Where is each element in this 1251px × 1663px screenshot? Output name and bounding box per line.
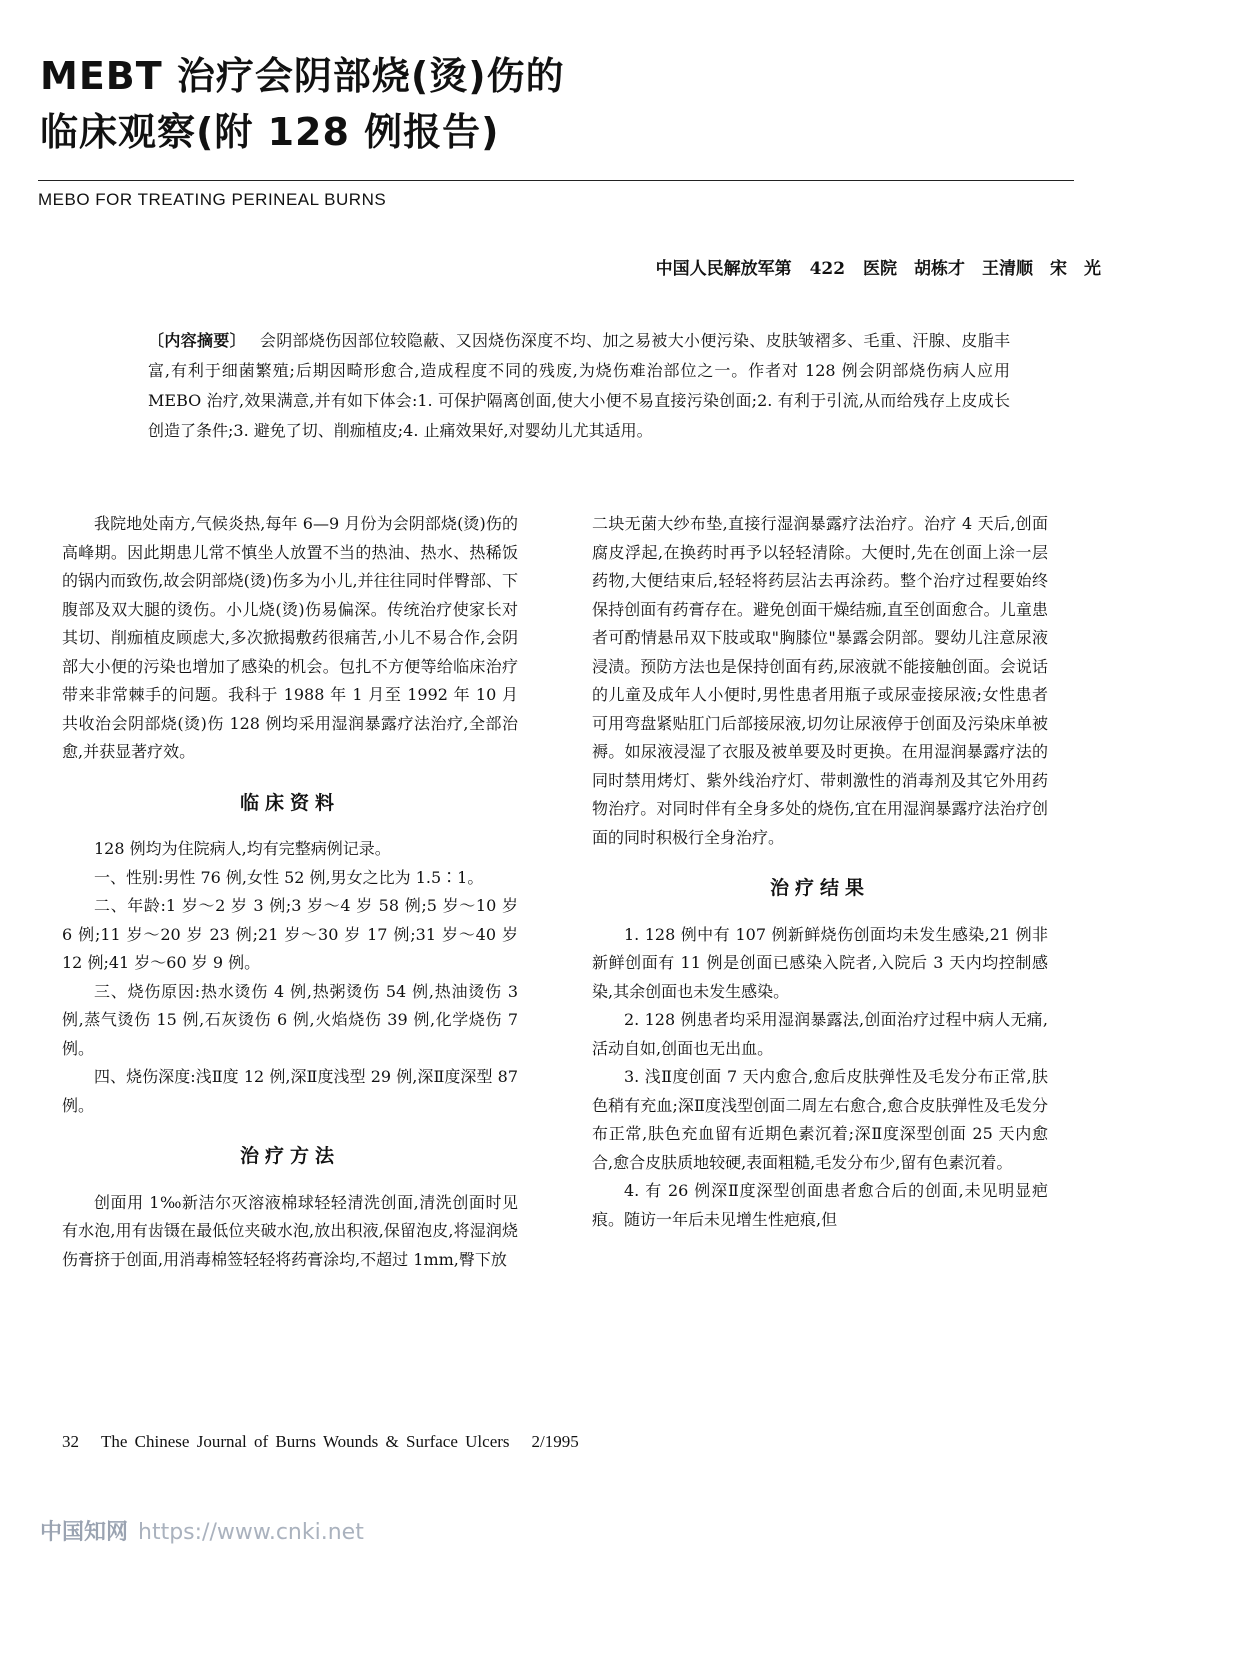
result-paragraph: 4. 有 26 例深Ⅱ度深型创面患者愈合后的创面,未见明显疤痕。随访一年后未见增生性疤痕,但: [592, 1181, 1048, 1229]
author-affiliation: 中国人民解放军第 422 医院 胡栋才 王清顺 宋 光: [655, 259, 1101, 279]
page-footer: [62, 1432, 579, 1452]
journal-issue: 2/1995: [531, 1432, 579, 1451]
title-line-2: 临床观察(附 128 例报告): [40, 110, 500, 154]
result-paragraph: 1. 128 例中有 107 例新鲜烧伤创面均未发生感染,21 例非新鲜创面有 11 例是创面已感染入院者,入院后 3 天内均控制感染,其余创面也未发生感染。: [592, 924, 1048, 1001]
section-heading-clinical: 临床资料: [239, 791, 340, 814]
page-number: 32: [62, 1432, 79, 1451]
result-paragraph: 2. 128 例患者均采用湿润暴露法,创面治疗过程中病人无痛,活动自如,创面也无出血。: [592, 1010, 1048, 1058]
abstract-text: 会阴部烧伤因部位较隐蔽、又因烧伤深度不均、加之易被大小便污染、皮肤皱褶多、毛重、汗腺、皮脂丰富,有利于细菌繁殖;后期因畸形愈合,造成程度不同的残废,为烧伤难治部位之一。作者对 128 例会阴部烧伤病人应用 MEBO 治疗,效果满意,并有如下体会:1. 可保护隔离创面,使大小便不易直接污染创面;2. 有利于引流,从而给残存上皮成长创造了条件;3. 避免了切、削痂植皮;4. 止痛效果好,对婴幼儿尤其适用。: [148, 331, 1010, 440]
result-paragraph: 3. 浅Ⅱ度创面 7 天内愈合,愈后皮肤弹性及毛发分布正常,肤色稍有充血;深Ⅱ度浅型创面二周左右愈合,愈合皮肤弹性及毛发分布正常,肤色充血留有近期色素沉着;深Ⅱ度深型创面 25 天内愈合,愈合皮肤质地较硬,表面粗糙,毛发分布少,留有色素沉着。: [592, 1067, 1048, 1172]
right-column: [592, 510, 1048, 1234]
clinical-paragraph: 一、性别:男性 76 例,女性 52 例,男女之比为 1.5∶1。: [94, 867, 484, 887]
intro-paragraph: 我院地处南方,气候炎热,每年 6—9 月份为会阴部烧(烫)伤的高峰期。因此期患儿常不慎坐人放置不当的热油、热水、热稀饭的锅内而致伤,故会阴部烧(烫)伤多为小儿,并往往同时伴臀部、下腹部及双大腿的烫伤。小儿烧(烫)伤易偏深。传统治疗使家长对其切、削痂植皮顾虑大,多次掀揭敷药很痛苦,小儿不易合作,会阴部大小便的污染也增加了感染的机会。包扎不方便等给临床治疗带来非常棘手的问题。我科于 1988 年 1 月至 1992 年 10 月共收治会阴部烧(烫)伤 128 例均采用湿润暴露疗法治疗,全部治愈,并获显著疗效。: [62, 514, 518, 761]
article-title: [40, 48, 800, 160]
journal-name: The Chinese Journal of Burns Wounds & Surface Ulcers: [101, 1432, 510, 1451]
left-column: [62, 510, 518, 1274]
section-heading-method: 治疗方法: [239, 1145, 340, 1167]
method-continued-paragraph: 二块无菌大纱布垫,直接行湿润暴露疗法治疗。治疗 4 天后,创面腐皮浮起,在换药时再予以轻轻清除。大便时,先在创面上涂一层药物,大便结束后,轻轻将药层沾去再涂药。整个治疗过程要始终保持创面有药膏存在。避免创面干燥结痂,直至创面愈合。儿童患者可酌情悬吊双下肢或取"胸膝位"暴露会阴部。婴幼儿注意尿液浸渍。预防方法也是保持创面有药,尿液就不能接触创面。会说话的儿童及成年人小便时,男性患者用瓶子或尿壶接尿液;女性患者可用弯盘紧贴肛门后部接尿液,切勿让尿液停于创面及污染床单被褥。如尿液浸湿了衣服及被单要及时更换。在用湿润暴露疗法的同时禁用烤灯、紫外线治疗灯、带刺激性的消毒剂及其它外用药物治疗。对同时伴有全身多处的烧伤,宜在用湿润暴露疗法治疗创面的同时积极行全身治疗。: [592, 514, 1048, 847]
abstract: [148, 326, 1010, 446]
clinical-paragraph: 四、烧伤深度:浅Ⅱ度 12 例,深Ⅱ度浅型 29 例,深Ⅱ度深型 87 例。: [62, 1067, 518, 1115]
method-paragraph: 创面用 1‰新洁尔灭溶液棉球轻轻清洗创面,清洗创面时见有水泡,用有齿镊在最低位夹破水泡,放出积液,保留泡皮,将湿润烧伤膏挤于创面,用消毒棉签轻轻将药膏涂均,不超过 1mm,臀下放: [62, 1192, 518, 1269]
english-title: MEBO FOR TREATING PERINEAL BURNS: [38, 190, 387, 209]
title-line-1: MEBT 治疗会阴部烧(烫)伤的: [40, 54, 565, 98]
cnki-url: https://www.cnki.net: [138, 1520, 364, 1545]
clinical-paragraph: 三、烧伤原因:热水烫伤 4 例,热粥烫伤 54 例,热油烫伤 3 例,蒸气烫伤 15 例,石灰烫伤 6 例,火焰烧伤 39 例,化学烧伤 7 例。: [62, 981, 518, 1058]
title-rule: [38, 180, 1074, 181]
clinical-paragraph: 128 例均为住院病人,均有完整病例记录。: [94, 839, 391, 858]
abstract-label: 〔内容摘要〕: [148, 331, 246, 350]
section-heading-results: 治疗结果: [769, 877, 870, 899]
clinical-paragraph: 二、年龄:1 岁～2 岁 3 例;3 岁～4 岁 58 例;5 岁～10 岁 6 例;11 岁～20 岁 23 例;21 岁～30 岁 17 例;31 岁～40 岁 12 例;41 岁～60 岁 9 例。: [62, 896, 518, 972]
cnki-watermark: [40, 1515, 364, 1546]
cnki-logo: 中国知网: [40, 1520, 129, 1545]
